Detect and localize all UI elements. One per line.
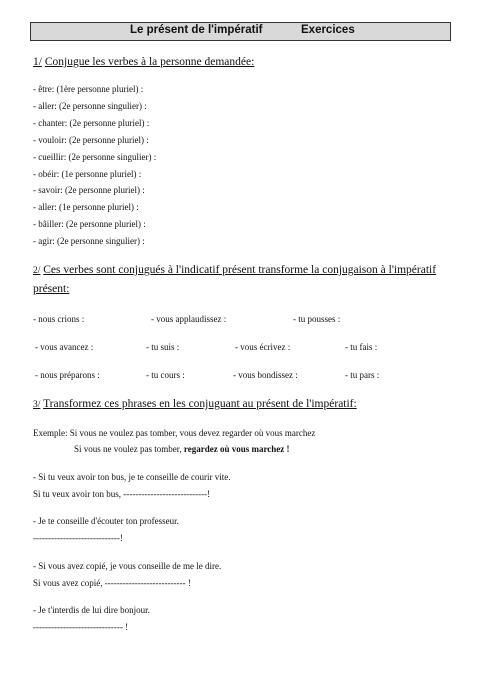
worksheet-header [30, 22, 451, 41]
example-line-1 [33, 428, 315, 438]
example-answer-bold: regardez où vous marchez ! [183, 444, 290, 454]
exercise-2-title-line1: Ces verbes sont conjugués à l'indicatif présent transforme la conjugaison à l'impératif [43, 264, 437, 276]
ex2-verb: - nous crions : [33, 314, 85, 324]
ex1-item: - être: (1ère personne pluriel) : [33, 84, 144, 94]
ex2-verb: - tu pousses : [293, 314, 341, 324]
ex2-verb: - tu cours : [146, 370, 185, 380]
ex2-verb: - vous écrivez : [235, 342, 291, 352]
ex1-item: - chanter: (2e personne pluriel) : [33, 118, 150, 128]
example-line-2 [74, 444, 290, 454]
exercise-2-heading [33, 264, 436, 276]
ex1-item: - savoir: (2e personne pluriel) : [33, 185, 145, 195]
ex2-verb: - tu fais : [345, 342, 378, 352]
ex1-item: - bâiller: (2e personne pluriel) : [33, 219, 146, 229]
ex3-answer-line: Si tu veux avoir ton bus, ----------------------------! [33, 489, 211, 499]
exercise-1-heading [33, 56, 254, 68]
example-sentence: Si vous ne voulez pas tomber, vous devez regarder où vous marchez [69, 428, 316, 438]
ex2-verb: - vous bondissez : [233, 370, 298, 380]
exercise-2-number: 2/ [33, 266, 41, 276]
exercise-2-title-line2: présent: [33, 283, 70, 295]
ex3-sentence: - Si tu veux avoir ton bus, je te conseille de courir vite. [33, 472, 231, 482]
example-answer-plain: Si vous ne voulez pas tomber, [74, 444, 182, 454]
ex3-sentence: - Je t'interdis de lui dire bonjour. [33, 605, 150, 615]
ex2-verb: - nous préparons : [35, 370, 100, 380]
ex1-item: - vouloir: (2e personne pluriel) : [33, 135, 149, 145]
exercise-3-title: Transformez ces phrases en les conjuguant au présent de l'impératif: [43, 398, 357, 410]
ex3-sentence: - Si vous avez copié, je vous conseille de me le dire. [33, 561, 222, 571]
header-title: Le présent de l'impératif [130, 24, 263, 36]
exercise-3-number: 3/ [33, 400, 41, 410]
ex3-sentence: - Je te conseille d'écouter ton professeur. [33, 516, 179, 526]
ex1-item: - cueillir: (2e personne singulier) : [33, 152, 157, 162]
ex3-answer-line: -----------------------------! [33, 533, 123, 543]
ex2-verb: - vous avancez : [35, 342, 94, 352]
ex1-item: - obéir: (1e personne pluriel) : [33, 169, 142, 179]
ex3-answer-line: ------------------------------ ! [33, 622, 129, 632]
ex3-answer-line: Si vous avez copié, --------------------------- ! [33, 578, 191, 588]
example-label: Exemple: [33, 428, 68, 438]
exercise-1-number: 1/ [33, 56, 42, 68]
exercise-3-heading [33, 398, 357, 410]
ex1-item: - aller: (2e personne singulier) : [33, 101, 147, 111]
exercise-1-title: Conjugue les verbes à la personne demandée: [44, 56, 255, 68]
ex1-item: - aller: (1e personne pluriel) : [33, 202, 139, 212]
ex2-verb: - vous applaudissez : [151, 314, 227, 324]
ex2-verb: - tu pars : [345, 370, 380, 380]
header-section: Exercices [301, 24, 355, 36]
ex1-item: - agir: (2e personne singulier) : [33, 236, 145, 246]
ex2-verb: - tu suis : [146, 342, 180, 352]
